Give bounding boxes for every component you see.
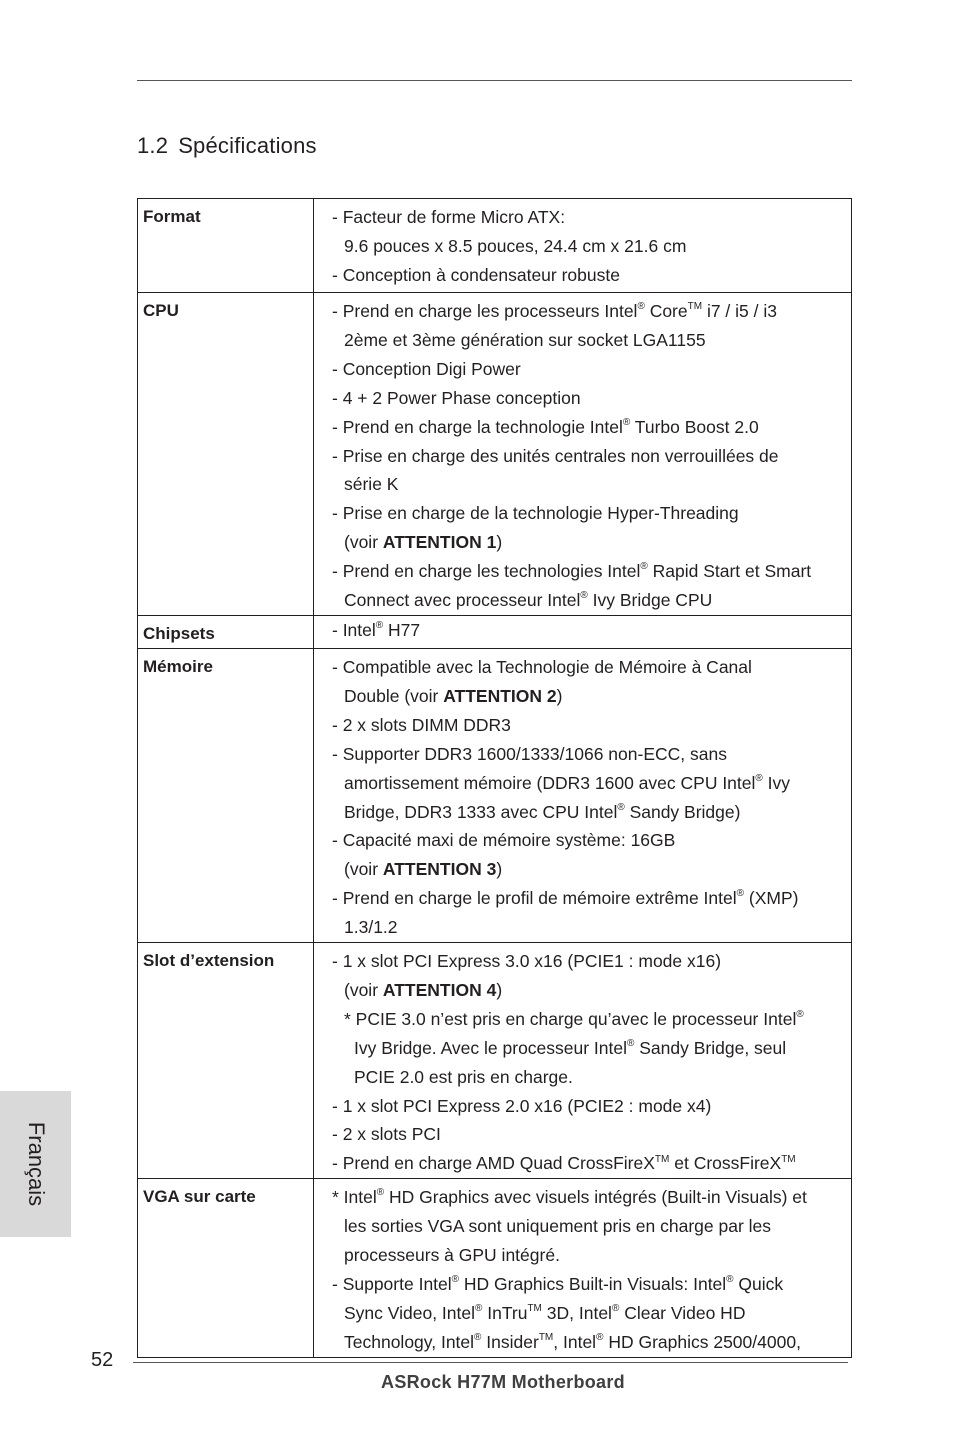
spec-label-chipsets: Chipsets <box>143 623 215 643</box>
spec-line: - Compatible avec la Technologie de Mémoire à Canal <box>332 656 752 677</box>
spec-row-format <box>138 199 852 293</box>
language-side-tab-label: Français <box>24 1121 49 1207</box>
spec-line: série K <box>344 474 399 495</box>
spec-content-vga <box>314 1179 852 1357</box>
spec-content-slot <box>314 943 852 1179</box>
spec-line: 1.3/1.2 <box>344 917 398 938</box>
spec-content-cpu <box>314 293 852 616</box>
section-title <box>137 133 317 159</box>
spec-line: amortissement mémoire (DDR3 1600 avec CPU Intel® Ivy <box>344 772 791 793</box>
spec-label-vga: VGA sur carte <box>143 1187 256 1207</box>
spec-line: - Supporter DDR3 1600/1333/1066 non-ECC, sans <box>332 743 727 764</box>
spec-label-slot: Slot d’extension <box>143 951 275 971</box>
spec-line: PCIE 2.0 est pris en charge. <box>354 1066 573 1087</box>
spec-line: les sorties VGA sont uniquement pris en charge par les <box>344 1216 772 1237</box>
spec-row-cpu <box>138 293 852 616</box>
spec-line: Connect avec processeur Intel® Ivy Bridge CPU <box>344 590 713 611</box>
spec-line: 9.6 pouces x 8.5 pouces, 24.4 cm x 21.6 cm <box>344 235 687 256</box>
section-title-text: Spécifications <box>178 133 317 158</box>
spec-line: - Prend en charge la technologie Intel® Turbo Boost 2.0 <box>332 416 759 437</box>
specifications-table <box>137 198 852 1358</box>
spec-line: - Prend en charge les technologies Intel® Rapid Start et Smart <box>332 561 812 582</box>
spec-line: - 2 x slots PCI <box>332 1124 441 1145</box>
spec-line: - 1 x slot PCI Express 2.0 x16 (PCIE2 : mode x4) <box>332 1095 712 1116</box>
spec-row-vga <box>138 1179 852 1357</box>
spec-line: - Prend en charge AMD Quad CrossFireX™ et CrossFireX™ <box>332 1153 796 1174</box>
spec-line: - Intel® H77 <box>332 619 421 640</box>
spec-line: * Intel® HD Graphics avec visuels intégrés (Built-in Visuals) et <box>332 1187 807 1208</box>
section-number: 1.2 <box>137 133 169 158</box>
spec-line: - Prise en charge de la technologie Hyper-Threading <box>332 503 739 524</box>
spec-line: - 2 x slots DIMM DDR3 <box>332 714 511 735</box>
footer-rule <box>133 1362 848 1363</box>
spec-line: - 1 x slot PCI Express 3.0 x16 (PCIE1 : mode x16) <box>332 951 722 972</box>
page-number: 52 <box>91 1349 114 1371</box>
spec-line: Double (voir ATTENTION 2) <box>344 685 563 706</box>
spec-content-memoire <box>314 648 852 942</box>
spec-label-format: Format <box>143 207 201 226</box>
spec-line: processeurs à GPU intégré. <box>344 1245 560 1266</box>
spec-line: * PCIE 3.0 n’est pris en charge qu’avec le processeur Intel® <box>344 1008 804 1029</box>
spec-line: - Prend en charge les processeurs Intel® Core™ i7 / i5 / i3 <box>332 301 777 321</box>
spec-content-chipsets <box>314 615 852 648</box>
top-rule <box>137 80 852 81</box>
spec-line: (voir ATTENTION 3) <box>344 859 503 880</box>
spec-row-slot <box>138 943 852 1179</box>
spec-line: Technology, Intel® Insider™, Intel® HD Graphics 2500/4000, <box>344 1331 801 1352</box>
spec-line: - Facteur de forme Micro ATX: <box>332 207 566 227</box>
spec-line: Ivy Bridge. Avec le processeur Intel® Sandy Bridge, seul <box>354 1037 787 1058</box>
spec-line: Sync Video, Intel® InTru™ 3D, Intel® Clear Video HD <box>344 1302 746 1323</box>
footer-title: ASRock H77M Motherboard <box>381 1372 625 1392</box>
spec-line: (voir ATTENTION 1) <box>344 532 503 553</box>
spec-line: (voir ATTENTION 4) <box>344 979 503 1000</box>
spec-line: - Conception Digi Power <box>332 358 521 379</box>
spec-line: - Prise en charge des unités centrales non verrouillées de <box>332 445 779 466</box>
spec-label-cpu: CPU <box>143 301 179 320</box>
spec-line: - Prend en charge le profil de mémoire extrême Intel® (XMP) <box>332 888 799 909</box>
spec-line: - Capacité maxi de mémoire système: 16GB <box>332 830 676 851</box>
spec-content-format <box>314 199 852 293</box>
spec-line: Bridge, DDR3 1333 avec CPU Intel® Sandy Bridge) <box>344 801 741 822</box>
spec-line: 2ème et 3ème génération sur socket LGA1155 <box>344 329 706 350</box>
spec-line: - Supporte Intel® HD Graphics Built-in Visuals: Intel® Quick <box>332 1274 784 1294</box>
spec-line: - Conception à condensateur robuste <box>332 264 620 285</box>
spec-label-memoire: Mémoire <box>143 656 213 676</box>
language-side-tab[interactable] <box>0 1091 71 1237</box>
spec-row-chipsets <box>138 615 852 648</box>
spec-line: - 4 + 2 Power Phase conception <box>332 387 581 408</box>
spec-row-memoire <box>138 648 852 942</box>
